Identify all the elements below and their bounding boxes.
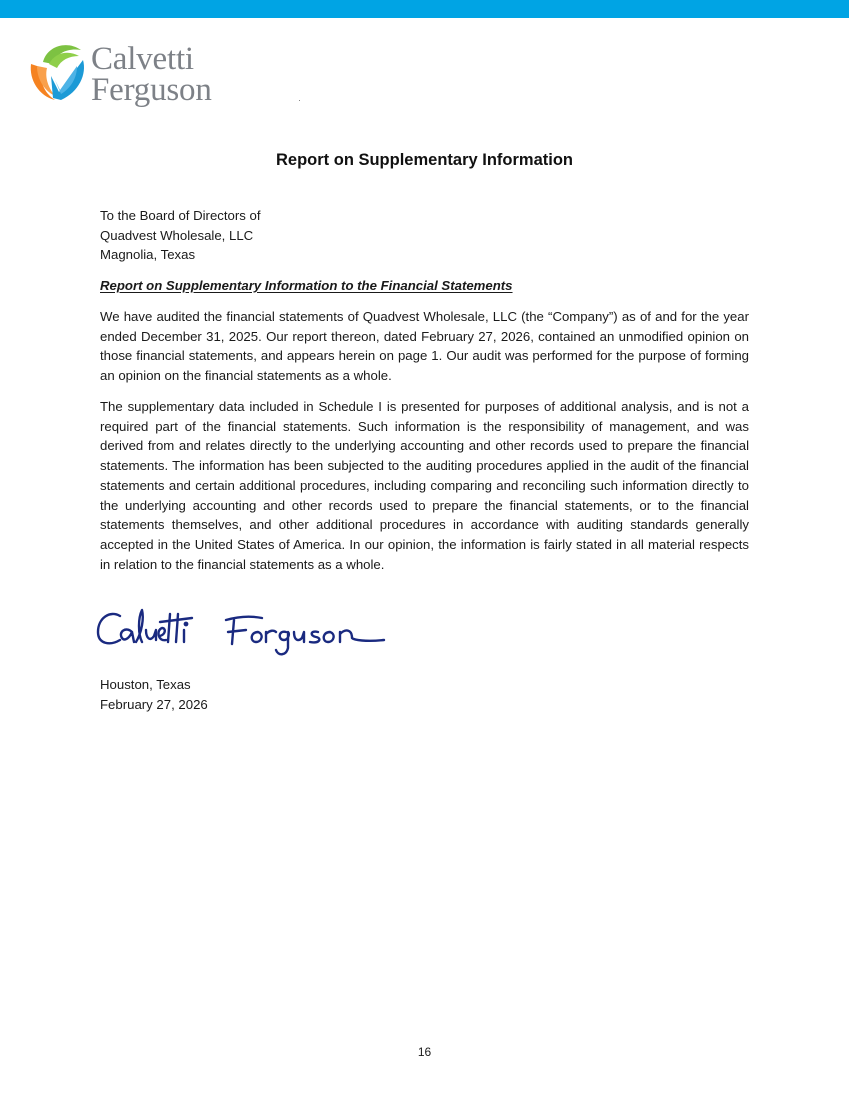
section-subheading: Report on Supplementary Information to the Financial Statements [100, 278, 513, 293]
handwritten-signature-icon [96, 604, 388, 662]
logo-wordmark-line2: Ferguson [91, 72, 212, 108]
company-logo [29, 40, 229, 116]
supplementary-paragraph: The supplementary data included in Schedule I is presented for purposes of additional analysis, and is not a required part of the financial statements. Such information is the responsibility of management, and was derived from and relates directly to the underlying accounting and other records used to prepare the financial statements. The information has been subjected to the auditing procedures applied in the audit of the financial statements and certain additional procedures, including comparing and reconciling such information directly to the underlying accounting and other records used to prepare the financial statements, or to the financial statements themselves, and other additional procedures in accordance with auditing standards generally accepted in the United States of America. In our opinion, the information is fairly stated in all material respects in relation to the financial statements as a whole. [100, 399, 749, 572]
addressee-block [100, 206, 261, 265]
page-title: Report on Supplementary Information [275, 151, 574, 169]
scan-speck [299, 100, 300, 101]
firm-signature [96, 604, 388, 662]
header-accent-bar [0, 0, 849, 18]
report-location: Houston, Texas [100, 677, 191, 692]
opinion-paragraph: We have audited the financial statements of Quadvest Wholesale, LLC (the “Company”) as of and for the year ended December 31, 2025. Our report thereon, dated February 27, 2026, contained an unmodified opinion on those financial statements, and appears herein on page 1. Our audit was performed for the purpose of forming an opinion on the financial statements as a whole. [100, 309, 749, 384]
calvetti-ferguson-logo-icon [29, 40, 89, 102]
addressee-line: Magnolia, Texas [100, 247, 196, 262]
logo-wordmark-line1: Calvetti [91, 41, 194, 77]
page-number: 16 [417, 1045, 432, 1059]
signature-location-block [100, 675, 208, 714]
addressee-line: Quadvest Wholesale, LLC [100, 227, 254, 243]
addressee-line: To the Board of Directors of [100, 208, 261, 223]
report-date: February 27, 2026 [100, 696, 208, 712]
